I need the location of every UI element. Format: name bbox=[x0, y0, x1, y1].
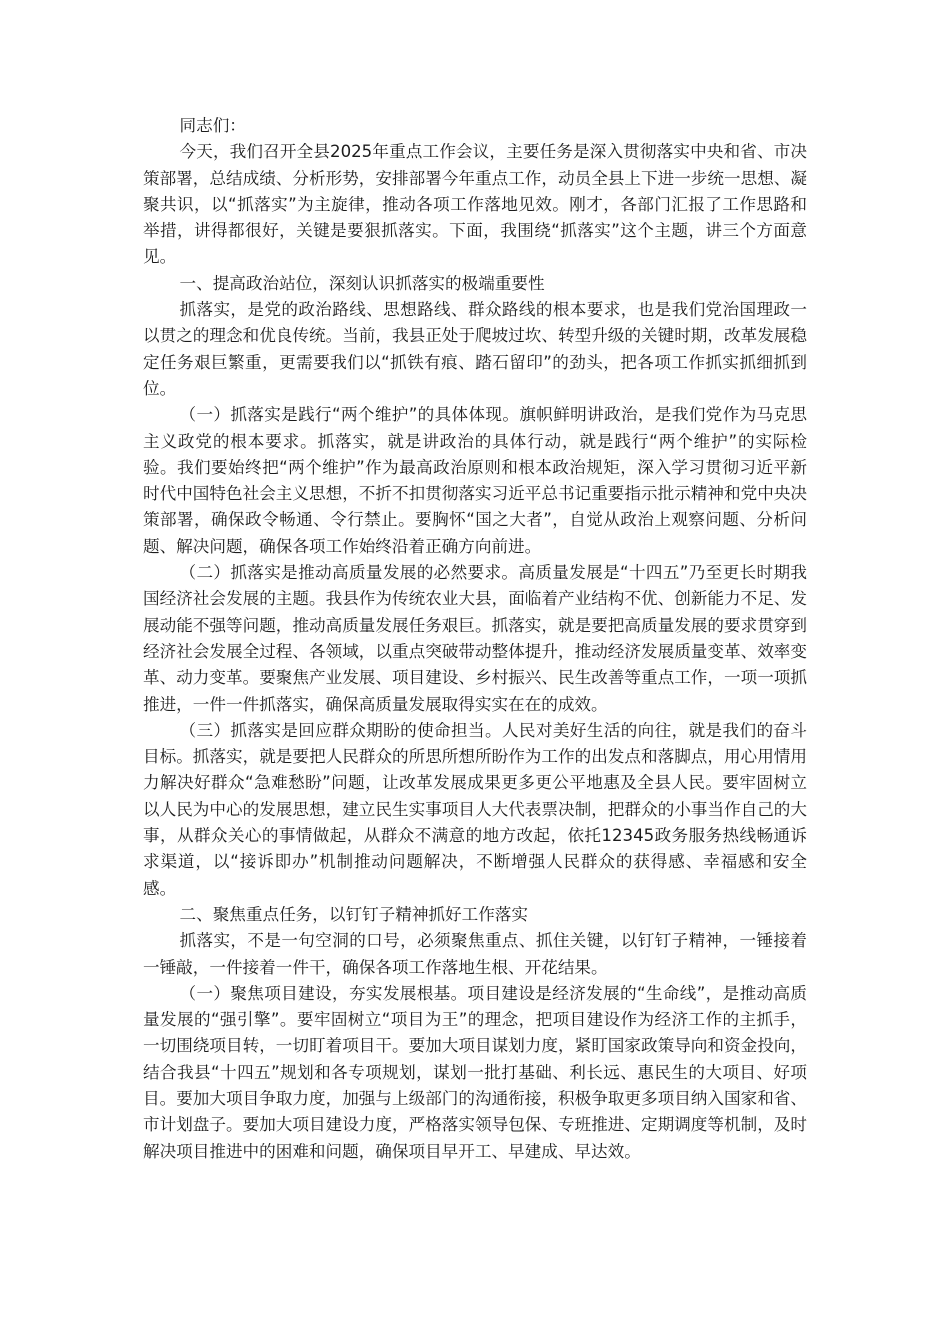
salutation: 同志们： bbox=[179, 116, 246, 135]
section-1-intro: 抓落实，是党的政治路线、思想路线、群众路线的根本要求，也是我们党治国理政一以贯之的理念和优良传统。当前，我县正处于爬坡过坎、转型升级的关键时期，改革发展稳定任务艰巨繁重，更需要我们以“抓铁有痕、踏石留印”的劲头，把各项工作抓实抓细抓到位。 bbox=[143, 300, 807, 398]
section-2-point-1: （一）聚焦项目建设，夯实发展根基。项目建设是经济发展的“生命线”，是推动高质量发展的“强引擎”。要牢固树立“项目为王”的理念，把项目建设作为经济工作的主抓手，一切围绕项目转，一切盯着项目干。要加大项目谋划力度，紧盯国家政策导向和资金投向，结合我县“十四五”规划和各专项规划，谋划一批打基础、利长远、惠民生的大项目、好项目。要加大项目争取力度，加强与上级部门的沟通衔接，积极争取更多项目纳入国家和省、市计划盘子。要加大项目建设力度，严格落实领导包保、专班推进、定期调度等机制，及时解决项目推进中的困难和问题，确保项目早开工、早建成、早达效。 bbox=[143, 983, 807, 1161]
section-heading-2: 二、聚焦重点任务，以钉钉子精神抓好工作落实 bbox=[179, 904, 528, 924]
section-1-point-3: （三）抓落实是回应群众期盼的使命担当。人民对美好生活的向往，就是我们的奋斗目标。抓落实，就是要把人民群众的所思所想所盼作为工作的出发点和落脚点，用心用情用力解决好群众“急难愁盼”问题，让改革发展成果更多更公平地惠及全县人民。要牢固树立以人民为中心的发展思想，建立民生实事项目人大代表票决制，把群众的小事当作自己的大事，从群众关心的事情做起，从群众不满意的地方改起，依托12345政务服务热线畅通诉求渠道，以“接诉即办”机制推动问题解决，不断增强人民群众的获得感、幸福感和安全感。 bbox=[143, 720, 807, 898]
section-2-intro: 抓落实，不是一句空洞的口号，必须聚焦重点、抓住关键，以钉钉子精神，一锤接着一锤敲，一件接着一件干，确保各项工作落地生根、开花结果。 bbox=[143, 931, 807, 977]
opening-paragraph: 今天，我们召开全县2025年重点工作会议，主要任务是深入贯彻落实中央和省、市决策部署，总结成绩、分析形势，安排部署今年重点工作，动员全县上下进一步统一思想、凝聚共识，以“抓落实”为主旋律，推动各项工作落地见效。刚才，各部门汇报了工作思路和举措，讲得都很好，关键是要狠抓落实。下面，我围绕“抓落实”这个主题，讲三个方面意见。 bbox=[143, 142, 807, 267]
document-body bbox=[143, 113, 807, 1165]
section-1-point-2: （二）抓落实是推动高质量发展的必然要求。高质量发展是“十四五”乃至更长时期我国经济社会发展的主题。我县作为传统农业大县，面临着产业结构不优、创新能力不足、发展动能不强等问题，推动高质量发展任务艰巨。抓落实，就是要把高质量发展的要求贯穿到经济社会发展全过程、各领域，以重点突破带动整体提升，推动经济发展质量变革、效率变革、动力变革。要聚焦产业发展、项目建设、乡村振兴、民生改善等重点工作，一项一项抓推进，一件一件抓落实，确保高质量发展取得实实在在的成效。 bbox=[143, 563, 807, 714]
section-heading-1: 一、提高政治站位，深刻认识抓落实的极端重要性 bbox=[179, 273, 545, 293]
section-1-point-1: （一）抓落实是践行“两个维护”的具体体现。旗帜鲜明讲政治，是我们党作为马克思主义政党的根本要求。抓落实，就是讲政治的具体行动，就是践行“两个维护”的实际检验。我们要始终把“两个维护”作为最高政治原则和根本政治规矩，深入学习贯彻习近平新时代中国特色社会主义思想，不折不扣贯彻落实习近平总书记重要指示批示精神和党中央决策部署，确保政令畅通、令行禁止。要胸怀“国之大者”，自觉从政治上观察问题、分析问题、解决问题，确保各项工作始终沿着正确方向前进。 bbox=[143, 405, 807, 556]
